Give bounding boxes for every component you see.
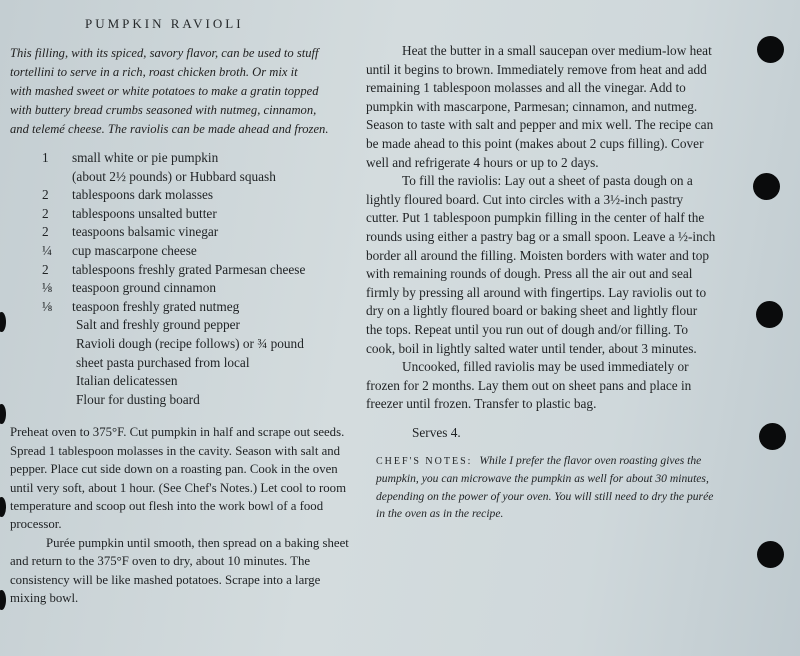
ingredient-desc: teaspoon ground cinnamon	[72, 280, 217, 296]
ingredient-qty: 2	[42, 205, 49, 221]
ingredient-item	[10, 186, 350, 205]
intro-line: with buttery bread crumbs seasoned with nutmeg, cinnamon,	[10, 103, 317, 117]
ingredient-desc	[72, 335, 350, 391]
instruction-paragraph: Uncooked, filled raviolis may be used immediately or frozen for 2 months. Lay them out on sheet pans and place in freezer until frozen. Transfer to plastic bag.	[366, 359, 692, 412]
ingredient-line: (about 2½ pounds) or Hubbard squash	[72, 168, 276, 184]
binder-hole-icon	[757, 36, 784, 63]
intro-line: This filling, with its spiced, savory flavor, can be used to stuff	[10, 46, 319, 60]
intro-line: tortellini to serve in a rich, roast chicken broth. Or mix it	[10, 65, 298, 79]
left-instructions	[10, 423, 350, 607]
intro-line: with mashed sweet or white potatoes to make a gratin topped	[10, 84, 319, 98]
intro-line: and telemé cheese. The raviolis can be made ahead and frozen.	[10, 122, 329, 136]
ingredient-desc: tablespoons unsalted butter	[72, 205, 217, 221]
ingredient-item	[10, 242, 350, 261]
ingredient-desc: teaspoons balsamic vinegar	[72, 224, 219, 240]
ingredient-desc: tablespoons dark molasses	[72, 187, 214, 203]
recipe-title: PUMPKIN RAVIOLI	[85, 16, 244, 31]
ingredient-desc	[72, 149, 350, 186]
ingredient-desc: tablespoons freshly grated Parmesan cheese	[72, 261, 306, 277]
ingredient-qty	[10, 316, 72, 335]
recipe-intro	[10, 44, 350, 139]
instruction-paragraph: To fill the raviolis: Lay out a sheet of pasta dough on a lightly floured board. Cut into circles with a 3½-inch pastry cutter. Put 1 tablespoon pumpkin filling in the center of half the rounds using either a pastry bag or a small spoon. Leave a ½-inch border all around the filling. Moisten borders with water and top with remaining rounds of dough. Press all the air out and seal firmly by pressing all around with fingertips. Lay raviolis out to dry on a lightly floured board or baking sheet and lightly flour the tops. Repeat until you run out of dough and/or filling. To cook, boil in lightly salted water until tender, about 3 minutes.	[366, 173, 716, 356]
binder-edge-icon	[0, 404, 6, 424]
ingredient-desc: Salt and freshly ground pepper	[76, 317, 240, 333]
ingredient-item	[10, 149, 350, 186]
ingredient-item	[10, 391, 350, 410]
instruction-paragraph: Heat the butter in a small saucepan over medium-low heat until it begins to brown. Immediately remove from heat and add remaining 1 tablespoon molasses and all the vinegar. Add to pumpkin with mascarpone, Parmesan; cinnamon, and nutmeg. Season to taste with salt and pepper and mix well. The recipe can be made ahead to this point (makes about 2 cups filling). Cover well and refrigerate 4 hours or up to 2 days.	[366, 43, 714, 170]
ingredient-line: Italian delicatessen	[76, 373, 178, 389]
ingredient-list	[10, 149, 350, 409]
binder-hole-icon	[759, 423, 786, 450]
left-column	[10, 44, 350, 607]
ingredient-qty: ⅛	[42, 280, 52, 296]
ingredient-qty: ⅛	[42, 298, 52, 314]
ingredient-desc: Flour for dusting board	[76, 391, 200, 407]
ingredient-qty: 2	[42, 187, 49, 203]
ingredient-line: sheet pasta purchased from local	[76, 354, 250, 370]
ingredient-qty: ¼	[42, 242, 52, 258]
ingredient-item	[10, 335, 350, 391]
ingredient-item	[10, 223, 350, 242]
chefs-notes-label: CHEF'S NOTES:	[376, 455, 473, 467]
chefs-notes	[376, 452, 716, 523]
binder-edge-icon	[0, 497, 6, 517]
ingredient-item	[10, 279, 350, 298]
right-column	[366, 42, 716, 523]
ingredient-qty: 2	[42, 224, 49, 240]
ingredient-desc: cup mascarpone cheese	[72, 242, 197, 258]
binder-hole-icon	[753, 173, 780, 200]
ingredient-item	[10, 298, 350, 317]
instruction-paragraph: Preheat oven to 375°F. Cut pumpkin in half and scrape out seeds. Spread 1 tablespoon molasses in the cavity. Season with salt and pepper. Place cut side down on a roasting pan. Cook in the oven until very soft, about 1 hour. (See Chef's Notes.) Let cool to room temperature and scoop out flesh into the work bowl of a food processor.	[10, 425, 347, 532]
ingredient-item	[10, 316, 350, 335]
binder-edge-icon	[0, 590, 6, 610]
ingredient-qty: 1	[42, 150, 49, 165]
ingredient-line: Ravioli dough (recipe follows) or ¾ pound	[76, 335, 304, 351]
ingredient-line: small white or pie pumpkin	[72, 150, 219, 165]
chefs-notes-text: While I prefer the flavor oven roasting gives the pumpkin, you can microwave the pumpkin as well for about 30 minutes, depending on the power of your oven. You will still need to dry the purée in the oven as in the recipe.	[376, 453, 714, 521]
instruction-paragraph: Purée pumpkin until smooth, then spread on a baking sheet and return to the 375°F oven to dry, about 10 minutes. The consistency will be like mashed potatoes. Scrape into a large mixing bowl.	[10, 535, 349, 605]
ingredient-qty	[10, 391, 72, 410]
binder-hole-icon	[757, 541, 784, 568]
ingredient-desc: teaspoon freshly grated nutmeg	[72, 298, 240, 314]
ingredient-qty	[10, 335, 72, 391]
ingredient-item	[10, 205, 350, 224]
binder-hole-icon	[756, 301, 783, 328]
binder-edge-icon	[0, 312, 6, 332]
ingredient-item	[10, 261, 350, 280]
ingredient-qty: 2	[42, 261, 49, 277]
serves-line: Serves 4.	[412, 424, 461, 440]
